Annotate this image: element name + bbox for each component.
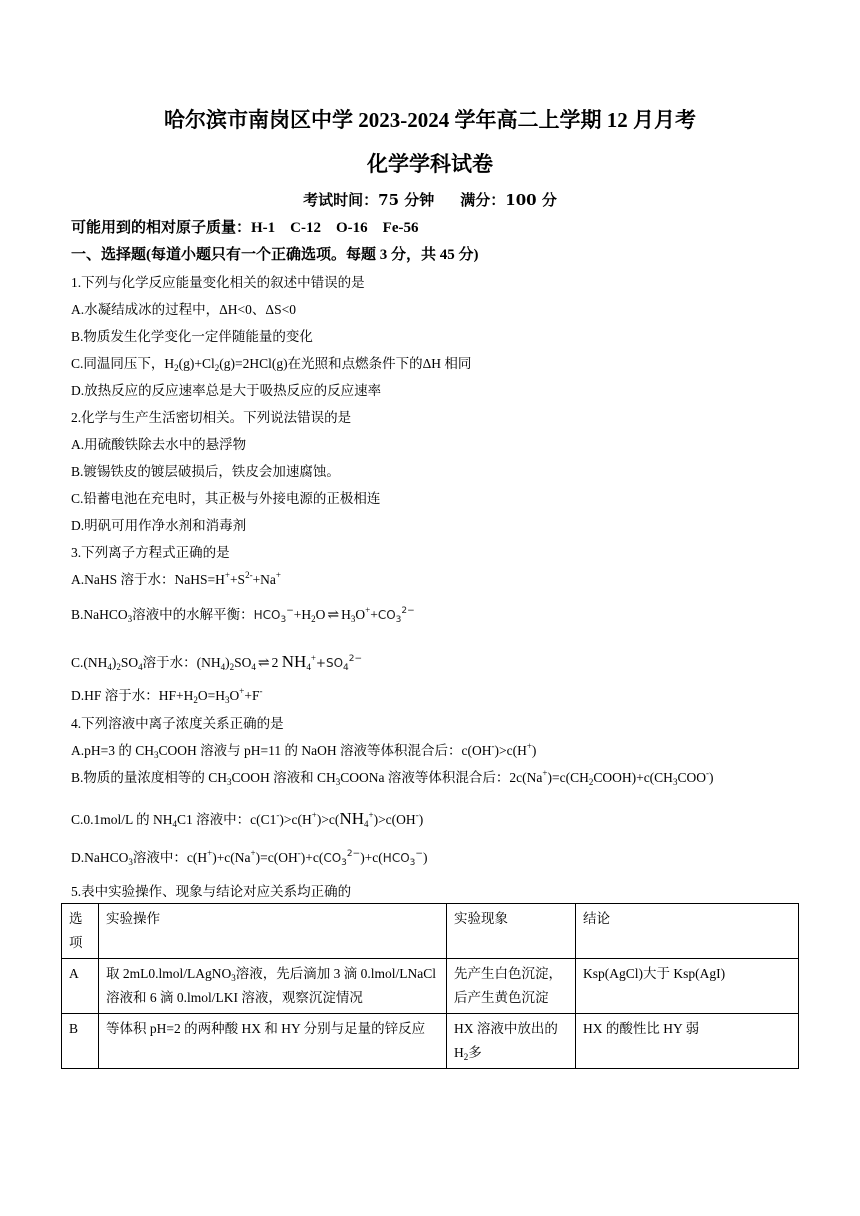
q2-option-a: A.用硫酸铁除去水中的悬浮物	[71, 437, 247, 452]
q3-option-b: B.NaHCO$_3$溶液中的水解平衡：$HCO_3^-+H_2O$ ⇌ $H_3O^++CO_3^{2-}$	[71, 605, 415, 625]
hco3-ion: $HCO_3^-$	[382, 849, 423, 868]
q1-option-c: C.同温同压下，$H_2(g)+Cl_2(g)=2HCl(g)$在光照和点燃条件下的ΔH 相同	[71, 356, 472, 373]
header-cell: 结论	[576, 904, 799, 959]
q3-stem: 3.下列离子方程式正确的是	[71, 545, 230, 560]
exam-subtitle: 化学学科试卷	[367, 152, 493, 176]
q1-option-a: A.水凝结成冰的过程中，ΔH<0、ΔS<0	[71, 302, 296, 317]
row-option: A	[62, 959, 99, 1014]
q3-option-a: A.NaHS 溶于水：$NaHS=H^++S^{2-}+Na^+$	[71, 570, 281, 587]
q2-option-d: D.明矾可用作净水剂和消毒剂	[71, 518, 247, 533]
exam-time: 考试时间：75 分钟	[303, 191, 435, 209]
table-row	[62, 1014, 799, 1069]
co3-ion: $CO_3^{2-}$	[323, 849, 361, 868]
q3-option-d: D.HF 溶于水：$HF+H_2O=H_3O^++F^-$	[71, 686, 263, 705]
row-option: B	[62, 1014, 99, 1069]
atomic-masses: 可能用到的相对原子质量：H-1 C-12 O-16 Fe-56	[71, 220, 419, 236]
so4-ion: $SO_4^{2-}$	[325, 654, 363, 673]
co3-ion: $CO_3^{2-}$	[377, 606, 415, 625]
nh4-ion: $NH_4^+$	[281, 652, 316, 672]
header-cell: 选项	[62, 904, 99, 959]
exam-meta	[0, 189, 860, 210]
row-operation: 等体积 pH=2 的两种酸 HX 和 HY 分别与足量的锌反应	[99, 1014, 447, 1069]
equilibrium-arrow: ⇌	[257, 656, 270, 671]
section-heading: 一、选择题(每道小题只有一个正确选项。每题 3 分，共 45 分)	[71, 247, 479, 263]
q4-option-c: C.0.1mol/L 的 $NH_4C1$ 溶液中：$c(C1^-)>c(H^+)>c(NH_4^+)>c(OH^-)$	[71, 809, 424, 829]
q1-stem: 1.下列与化学反应能量变化相关的叙述中错误的是	[71, 275, 365, 290]
q4-option-b: B.物质的量浓度相等的 $CH_3COOH$ 溶液和 $CH_3COONa$ 溶液等体积混合后：$2c(Na^+)=c(CH_2COOH)+c(CH_3COO^-)$	[71, 768, 714, 787]
q4-stem: 4.下列溶液中离子浓度关系正确的是	[71, 716, 284, 731]
q2-option-b: B.镀锡铁皮的镀层破损后，铁皮会加速腐蚀。	[71, 464, 340, 479]
row-observation: 先产生白色沉淀，后产生黄色沉淀	[447, 959, 576, 1014]
q5-stem: 5.表中实验操作、现象与结论对应关系均正确的	[71, 884, 352, 899]
q1-option-d: D.放热反应的反应速率总是大于吸热反应的反应速率	[71, 383, 382, 398]
nh4-ion: $NH_4^+$	[339, 809, 374, 829]
header-cell: 实验现象	[447, 904, 576, 959]
row-conclusion: Ksp(AgCl)大于 Ksp(AgI)	[576, 959, 799, 1014]
q4-option-d: D.NaHCO$_3$溶液中：$c(H^+)+c(Na^+)=c(OH^-)+c(CO_3^{2-})+c(HCO_3^-)$	[71, 848, 428, 868]
q2-stem: 2.化学与生产生活密切相关。下列说法错误的是	[71, 410, 352, 425]
q2-option-c: C.铅蓄电池在充电时，其正极与外接电源的正极相连	[71, 491, 381, 506]
header-cell: 实验操作	[99, 904, 447, 959]
q4-option-a: A.pH=3 的 $CH_3COOH$ 溶液与 pH=11 的 NaOH 溶液等体积混合后：c(OH-)>c(H+)	[71, 741, 537, 760]
equilibrium-arrow: ⇌	[327, 608, 340, 623]
exam-title: 哈尔滨市南岗区中学 2023-2024 学年高二上学期 12 月月考	[164, 108, 696, 132]
row-conclusion: HX 的酸性比 HY 弱	[576, 1014, 799, 1069]
q1-option-b: B.物质发生化学变化一定伴随能量的变化	[71, 329, 313, 344]
table-row	[62, 959, 799, 1014]
experiment-table	[61, 903, 799, 1069]
table-header-row	[62, 904, 799, 959]
exam-score: 满分：100 分	[460, 191, 557, 209]
q3-option-c: $C.(NH_4)_2SO_4$溶于水：$(NH_4)_2SO_4$ ⇌ 2 $NH_4^++SO_4^{2-}$	[71, 652, 363, 673]
hco3-ion: $HCO_3^-$	[253, 606, 294, 625]
row-observation: HX 溶液中放出的 $H_2$多	[447, 1014, 576, 1069]
row-operation: 取 2mL0.lmol/LAgNO$_3$溶液，先后滴加 3 滴 0.lmol/LNaCl 溶液和 6 滴 0.lmol/LKI 溶液，观察沉淀情况	[99, 959, 447, 1014]
